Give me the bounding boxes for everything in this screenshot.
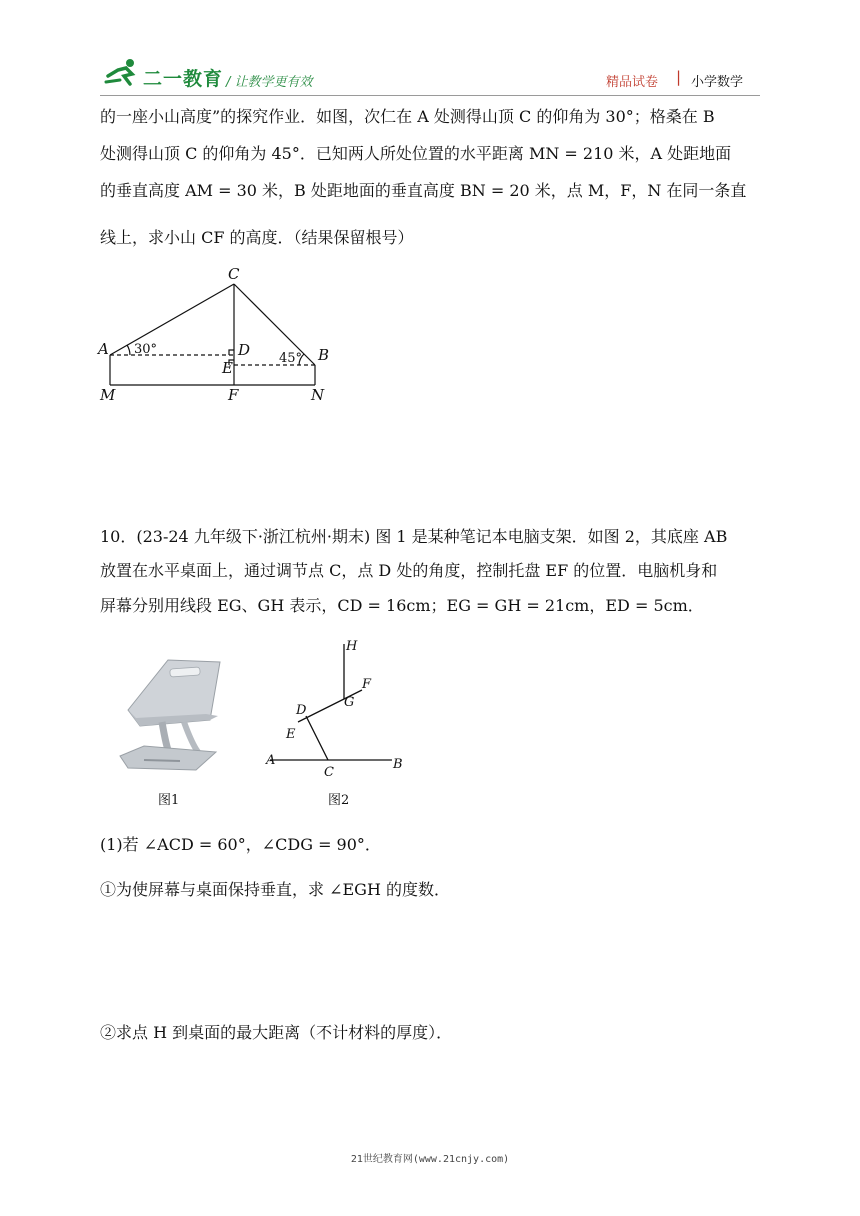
- label-B: B: [318, 346, 330, 364]
- header-slogan: / 让教学更有效: [226, 75, 313, 90]
- label-F: F: [228, 386, 239, 404]
- problem10-line2: 放置在水平桌面上，通过调节点 C，点 D 处的角度，控制托盘 EF 的位置．电脑机身和: [100, 561, 718, 580]
- figure1-caption: 图1: [158, 793, 180, 808]
- header-rule: [100, 95, 760, 96]
- page-header: [0, 0, 860, 100]
- header-separator: |: [676, 68, 682, 86]
- label-E: E: [222, 359, 233, 377]
- problem9-line4: 线上，求小山 CF 的高度．（结果保留根号）: [100, 228, 414, 247]
- label-A: A: [98, 340, 109, 358]
- header-subject: 小学数学: [691, 75, 744, 90]
- angle-label-45: 45°: [279, 351, 303, 366]
- label-B2: B: [393, 757, 403, 772]
- problem10-line3: 屏幕分别用线段 EG、GH 表示，CD = 16cm；EG = GH = 21cm，ED = 5cm．: [100, 596, 704, 615]
- question-2: ②求点 H 到桌面的最大距离（不计材料的厚度）．: [100, 1023, 453, 1042]
- label-C: C: [228, 265, 240, 283]
- header-category: 精品试卷: [606, 75, 659, 90]
- label-H: H: [346, 639, 358, 654]
- problem10-line1: 10．(23-24 九年级下·浙江杭州·期末) 图 1 是某种笔记本电脑支架．如图 2，其底座 AB: [100, 527, 728, 546]
- label-M: M: [100, 386, 116, 404]
- part1-condition: (1)若 ∠ACD = 60°，∠CDG = 90°．: [100, 835, 381, 854]
- angle-label-30: 30°: [134, 342, 158, 357]
- runner-logo-icon: [104, 58, 142, 86]
- label-A2: A: [266, 753, 276, 768]
- question-1: ①为使屏幕与桌面保持垂直，求 ∠EGH 的度数．: [100, 880, 450, 899]
- problem9-line1: 的一座小山高度”的探究作业．如图，次仁在 A 处测得山顶 C 的仰角为 30°；格桑在 B: [100, 107, 715, 126]
- mountain-figure: [96, 262, 346, 407]
- label-D2: D: [296, 703, 307, 718]
- label-N: N: [311, 386, 325, 404]
- label-G: G: [344, 695, 355, 710]
- label-D: D: [238, 341, 251, 359]
- label-F2: F: [362, 677, 372, 692]
- logo-text: 二一教育: [143, 68, 224, 90]
- laptop-stand-figures: [100, 630, 420, 810]
- problem9-line3: 的垂直高度 AM = 30 米，B 处距地面的垂直高度 BN = 20 米，点 M，F，N 在同一条直: [100, 181, 747, 200]
- problem9-line2: 处测得山顶 C 的仰角为 45°．已知两人所处位置的水平距离 MN = 210 米，A 处距地面: [100, 144, 732, 163]
- label-E2: E: [286, 727, 296, 742]
- page-footer: 21世纪教育网(www.21cnjy.com): [350, 1154, 510, 1165]
- laptop-stand-photo: [120, 660, 220, 770]
- label-C2: C: [324, 765, 334, 780]
- figure2-caption: 图2: [328, 793, 350, 808]
